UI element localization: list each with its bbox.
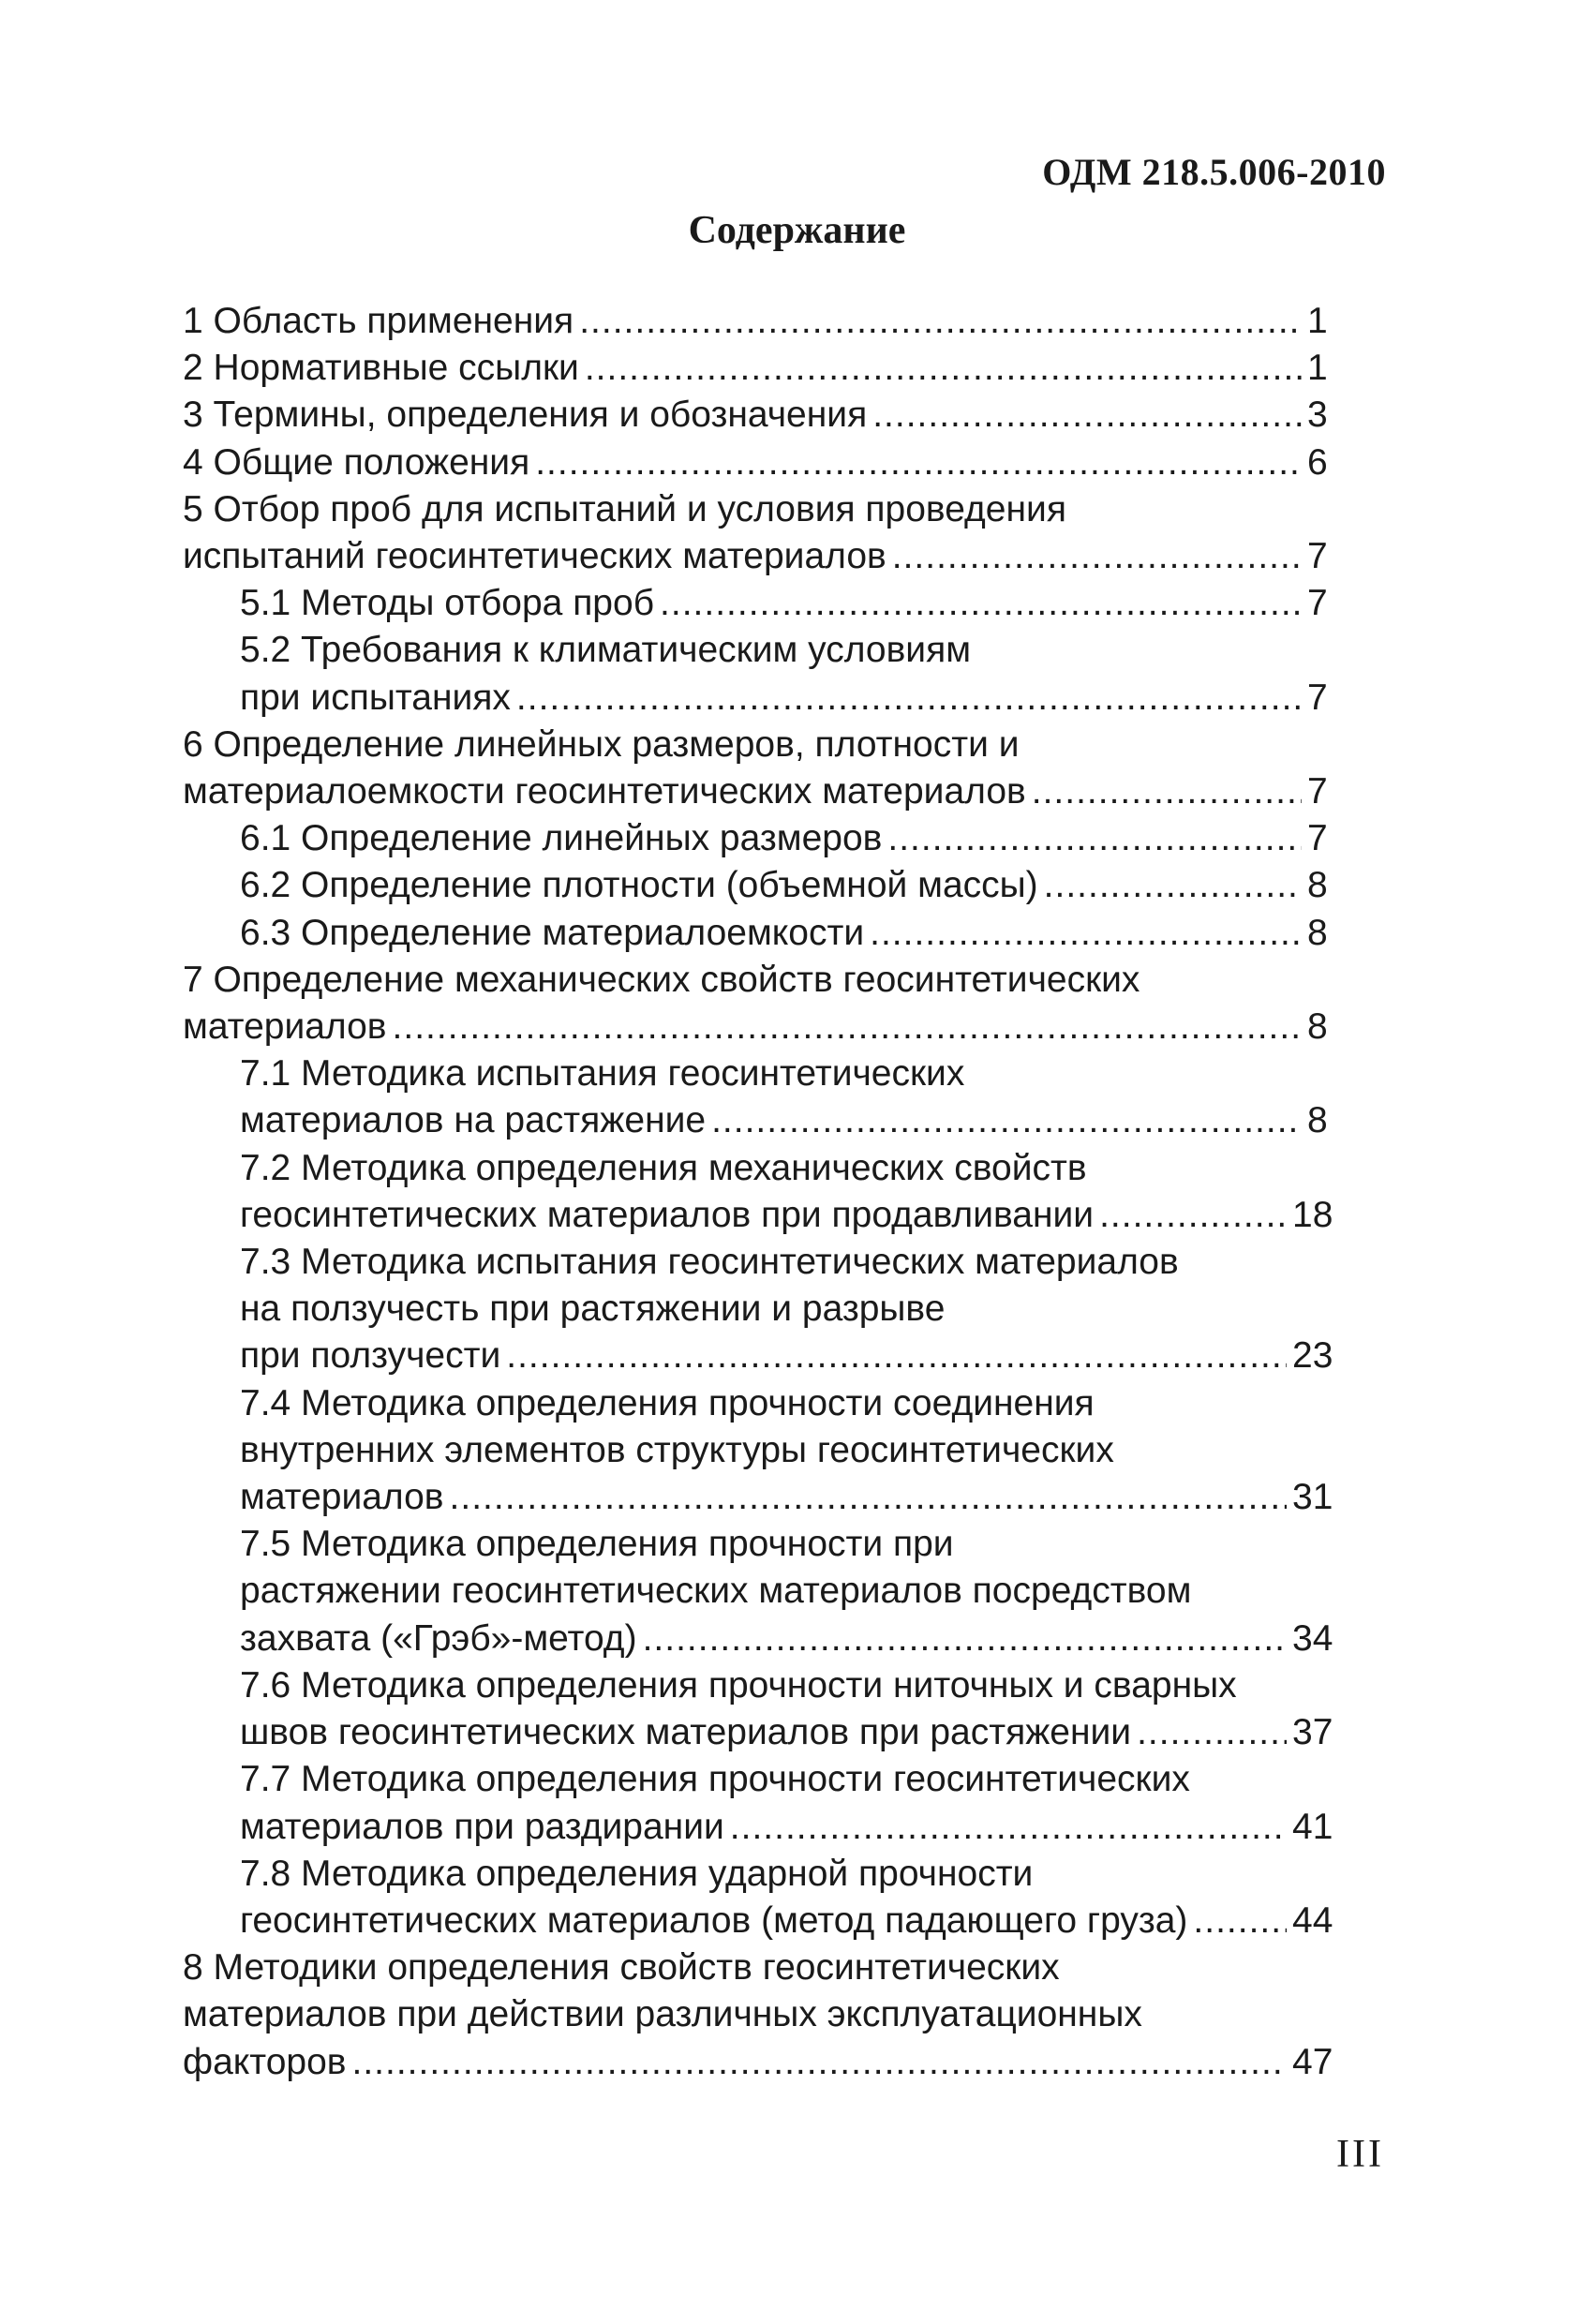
toc-entry-text: 5.1 Методы отбора проб — [240, 583, 655, 624]
toc-entry-text: 7.7 Методика определения прочности геосинтетических — [240, 1759, 1190, 1800]
toc-entry-text: 5 Отбор проб для испытаний и условия проведения — [183, 488, 1066, 529]
toc-entry — [240, 1521, 1335, 1662]
toc-entry — [240, 1050, 1335, 1144]
toc-leader-dots — [1032, 768, 1302, 815]
toc-entry-line — [240, 580, 1335, 627]
toc-entry-text: геосинтетических материалов (метод падающего груза) — [240, 1899, 1188, 1941]
toc-page-number: 8 — [1307, 912, 1328, 953]
toc-entry-text: 1 Область применения — [183, 301, 574, 341]
toc-entry — [240, 580, 1335, 627]
toc-leader-dots — [579, 298, 1302, 345]
toc-entry — [240, 815, 1335, 862]
toc-entry-line — [183, 1004, 1335, 1050]
toc-entry-text: факторов — [183, 2041, 347, 2082]
toc-leader-dots — [892, 533, 1302, 580]
toc-entry-text: при испытаниях — [240, 677, 511, 718]
toc-entry-text: материалов при действии различных эксплуатационных — [183, 1994, 1142, 2035]
toc-leader-dots — [872, 392, 1302, 439]
toc-entry-text: 3 Термины, определения и обозначения — [183, 395, 868, 436]
toc-page-number: 7 — [1307, 818, 1328, 859]
toc-entry — [183, 345, 1335, 392]
toc-page-number: 34 — [1292, 1617, 1333, 1659]
toc-entry-line — [183, 2039, 1335, 2086]
toc-leader-dots — [887, 815, 1302, 862]
toc-entry — [183, 957, 1335, 1050]
toc-page-number: 37 — [1292, 1712, 1333, 1753]
toc-page-number: 18 — [1292, 1194, 1333, 1235]
toc-entry-text: геосинтетических материалов при продавливании — [240, 1194, 1095, 1235]
toc-page-number: 41 — [1292, 1806, 1333, 1847]
toc-leader-dots — [1099, 1192, 1287, 1239]
toc-leader-dots — [352, 2039, 1288, 2086]
toc-entry-line — [240, 1333, 1335, 1379]
toc-leader-dots — [585, 345, 1302, 392]
toc-entry-text: 7.3 Методика испытания геосинтетических материалов — [240, 1242, 1179, 1283]
toc-entry-line — [183, 722, 1335, 768]
toc-entry-line — [240, 910, 1335, 957]
toc-entry-line — [183, 1944, 1335, 1991]
toc-leader-dots — [1137, 1709, 1287, 1756]
toc-entry-text: 6.3 Определение материалоемкости — [240, 912, 865, 953]
toc-entry-text: 6.1 Определение линейных размеров — [240, 818, 883, 859]
toc-page-number: 7 — [1307, 771, 1328, 812]
document-code: ОДМ 218.5.006-2010 — [1042, 151, 1386, 193]
toc-leader-dots — [711, 1097, 1302, 1144]
toc-leader-dots — [643, 1616, 1287, 1662]
table-of-contents — [183, 298, 1335, 2086]
toc-entry — [183, 1944, 1335, 2086]
toc-entry-line — [240, 1804, 1335, 1851]
toc-leader-dots — [506, 1333, 1287, 1379]
toc-page-number: 7 — [1307, 536, 1328, 577]
toc-entry-line — [183, 1991, 1335, 2038]
toc-entry-line — [240, 815, 1335, 862]
toc-entry-line — [240, 675, 1335, 722]
toc-leader-dots — [730, 1804, 1287, 1851]
toc-page-number: 1 — [1307, 301, 1328, 341]
toc-page-number: 47 — [1292, 2041, 1333, 2082]
toc-page-number: 31 — [1292, 1477, 1333, 1518]
toc-title: Содержание — [688, 209, 906, 252]
toc-entry — [183, 392, 1335, 439]
toc-entry — [183, 722, 1335, 815]
toc-entry-line — [240, 1568, 1335, 1615]
toc-entry-text: швов геосинтетических материалов при растяжении — [240, 1712, 1132, 1753]
toc-entry-text: 8 Методики определения свойств геосинтетических — [183, 1947, 1060, 1989]
toc-entry-line — [240, 627, 1335, 674]
toc-entry-line — [240, 1756, 1335, 1803]
toc-entry-text: материалов — [183, 1006, 387, 1048]
toc-entry-text: материалов — [240, 1477, 444, 1518]
toc-entry-line — [240, 1851, 1335, 1898]
toc-entry-line — [183, 768, 1335, 815]
toc-page-number: 7 — [1307, 583, 1328, 624]
toc-entry — [240, 1145, 1335, 1239]
toc-page-number: 44 — [1292, 1899, 1333, 1941]
toc-entry — [183, 298, 1335, 345]
toc-entry — [183, 439, 1335, 486]
toc-page-number: 8 — [1307, 1100, 1328, 1141]
toc-entry-line — [183, 392, 1335, 439]
toc-entry-line — [240, 1898, 1335, 1944]
toc-entry-text: 6 Определение линейных размеров, плотности и — [183, 723, 1020, 765]
toc-leader-dots — [516, 675, 1302, 722]
toc-entry-line — [240, 862, 1335, 909]
toc-entry-text: 7.5 Методика определения прочности при — [240, 1524, 954, 1565]
toc-entry-text: 7.8 Методика определения ударной прочности — [240, 1853, 1034, 1894]
toc-entry-line — [183, 533, 1335, 580]
toc-entry-text: 4 Общие положения — [183, 441, 530, 483]
toc-page-number: 7 — [1307, 677, 1328, 718]
toc-entry — [240, 910, 1335, 957]
toc-entry-text: захвата («Грэб»-метод) — [240, 1617, 637, 1659]
toc-leader-dots — [870, 910, 1302, 957]
toc-entry-text: 6.2 Определение плотности (объемной массы) — [240, 865, 1038, 906]
toc-entry-line — [240, 1380, 1335, 1427]
toc-leader-dots — [1044, 862, 1302, 909]
toc-entry-line — [240, 1616, 1335, 1662]
toc-entry-line — [240, 1192, 1335, 1239]
toc-entry-line — [183, 298, 1335, 345]
toc-leader-dots — [393, 1004, 1302, 1050]
toc-entry-text: 7 Определение механических свойств геосинтетических — [183, 959, 1140, 1000]
toc-entry-line — [183, 486, 1335, 533]
toc-entry-text: 5.2 Требования к климатическим условиям — [240, 630, 972, 671]
toc-entry-text: 7.2 Методика определения механических свойств — [240, 1147, 1087, 1188]
toc-page-number: 3 — [1307, 395, 1328, 436]
toc-entry-text: испытаний геосинтетических материалов — [183, 536, 886, 577]
toc-leader-dots — [450, 1474, 1287, 1521]
toc-entry-text: на ползучесть при растяжении и разрыве — [240, 1289, 946, 1330]
toc-page-number: 6 — [1307, 441, 1328, 483]
toc-page-number: 8 — [1307, 865, 1328, 906]
toc-entry — [240, 1662, 1335, 1756]
toc-entry — [240, 1756, 1335, 1850]
toc-leader-dots — [660, 580, 1302, 627]
toc-entry-line — [183, 439, 1335, 486]
toc-entry-text: внутренних элементов структуры геосинтетических — [240, 1429, 1114, 1470]
toc-entry-line — [240, 1050, 1335, 1097]
toc-entry-line — [240, 1239, 1335, 1286]
toc-page-number: 8 — [1307, 1006, 1328, 1048]
toc-entry-line — [240, 1521, 1335, 1568]
toc-entry — [240, 1239, 1335, 1380]
toc-entry — [240, 862, 1335, 909]
toc-entry-line — [240, 1145, 1335, 1192]
toc-entry-text: 7.6 Методика определения прочности ниточных и сварных — [240, 1664, 1237, 1706]
toc-entry-line — [183, 957, 1335, 1004]
toc-entry — [240, 1380, 1335, 1522]
toc-entry-line — [240, 1427, 1335, 1474]
toc-entry-text: 7.4 Методика определения прочности соединения — [240, 1382, 1095, 1423]
toc-leader-dots — [535, 439, 1302, 486]
toc-entry-text: растяжении геосинтетических материалов посредством — [240, 1571, 1192, 1612]
toc-entry — [240, 1851, 1335, 1944]
toc-entry — [183, 486, 1335, 580]
toc-entry — [240, 627, 1335, 721]
toc-entry-text: 2 Нормативные ссылки — [183, 348, 579, 389]
toc-entry-line — [183, 345, 1335, 392]
toc-leader-dots — [1193, 1898, 1287, 1944]
toc-entry-text: материалоемкости геосинтетических материалов — [183, 771, 1026, 812]
toc-entry-text: при ползучести — [240, 1335, 501, 1377]
toc-entry-text: 7.1 Методика испытания геосинтетических — [240, 1053, 965, 1095]
toc-page-number: 1 — [1307, 348, 1328, 389]
toc-entry-line — [240, 1286, 1335, 1333]
toc-page-number: 23 — [1292, 1335, 1333, 1377]
toc-entry-line — [240, 1097, 1335, 1144]
toc-entry-line — [240, 1474, 1335, 1521]
toc-entry-line — [240, 1709, 1335, 1756]
toc-entry-text: материалов на растяжение — [240, 1100, 707, 1141]
toc-entry-line — [240, 1662, 1335, 1709]
toc-entry-text: материалов при раздирании — [240, 1806, 724, 1847]
page-number: III — [1336, 2133, 1384, 2176]
